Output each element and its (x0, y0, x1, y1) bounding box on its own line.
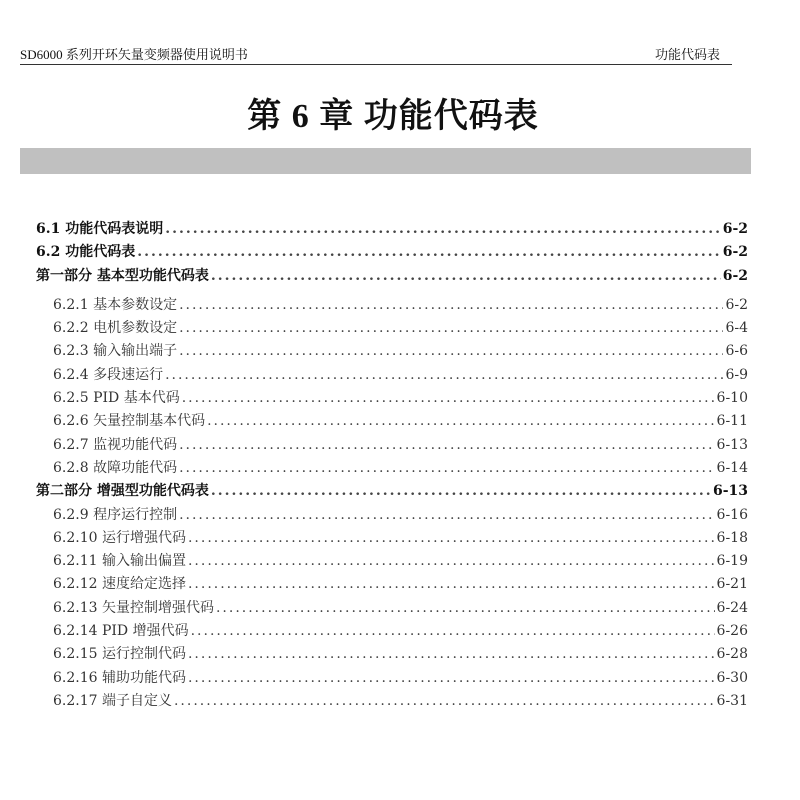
toc-page: 6-13 (712, 483, 748, 500)
dot-leader (188, 646, 715, 662)
table-of-contents (36, 218, 748, 713)
toc-page: 6-26 (716, 623, 748, 640)
toc-entry[interactable] (36, 504, 748, 527)
toc-page: 6-2 (725, 296, 748, 313)
toc-label: 6.2.13 矢量控制增强代码 (53, 599, 214, 616)
toc-entry[interactable] (36, 643, 748, 666)
toc-label: 6.2 功能代码表 (36, 244, 136, 261)
chapter-title: 第 6 章 功能代码表 (247, 98, 539, 135)
toc-entry[interactable] (36, 597, 748, 620)
toc-entry[interactable] (36, 480, 748, 503)
toc-page: 6-6 (725, 343, 748, 360)
toc-entry[interactable] (36, 550, 748, 573)
toc-label: 6.2.9 程序运行控制 (53, 506, 178, 523)
toc-entry[interactable] (36, 294, 748, 317)
toc-entry[interactable] (36, 457, 748, 480)
toc-page: 6-19 (716, 553, 748, 570)
toc-label: 6.2.14 PID 增强代码 (53, 623, 189, 640)
toc-label: 6.2.11 输入输出偏置 (53, 553, 186, 570)
dot-leader (188, 530, 715, 546)
dot-leader (182, 390, 715, 406)
dot-leader (179, 460, 714, 476)
toc-page: 6-14 (716, 459, 748, 476)
toc-entry[interactable] (36, 241, 748, 264)
dot-leader (191, 623, 715, 639)
toc-entry[interactable] (36, 690, 748, 713)
title-band (20, 148, 751, 174)
toc-label: 6.2.15 运行控制代码 (53, 646, 186, 663)
toc-entry[interactable] (36, 265, 748, 288)
dot-leader (207, 413, 714, 429)
dot-leader (211, 483, 711, 499)
dot-leader (188, 670, 715, 686)
dot-leader (188, 576, 715, 592)
toc-label: 6.2.12 速度给定选择 (53, 576, 186, 593)
dot-leader (179, 437, 714, 453)
toc-label: 6.2.16 辅助功能代码 (53, 669, 186, 686)
manual-title: SD6000 系列开环矢量变频器使用说明书 (20, 47, 248, 62)
toc-label: 6.2.3 输入输出端子 (53, 343, 178, 360)
toc-entry[interactable] (36, 340, 748, 363)
dot-leader (179, 297, 723, 313)
dot-leader (211, 268, 721, 284)
toc-label: 第二部分 增强型功能代码表 (36, 483, 209, 500)
toc-label: 6.2.17 端子自定义 (53, 692, 172, 709)
toc-page: 6-10 (716, 390, 748, 407)
toc-label: 6.2.4 多段速运行 (53, 366, 164, 383)
toc-page: 6-13 (716, 436, 748, 453)
toc-label: 6.2.2 电机参数设定 (53, 320, 178, 337)
toc-page: 6-30 (716, 669, 748, 686)
toc-label: 6.2.8 故障功能代码 (53, 459, 178, 476)
toc-page: 6-4 (725, 320, 748, 337)
toc-page: 6-24 (716, 599, 748, 616)
dot-leader (174, 693, 715, 709)
toc-page: 6-21 (716, 576, 748, 593)
toc-label: 6.2.7 监视功能代码 (53, 436, 178, 453)
toc-page: 6-2 (722, 221, 748, 237)
dot-leader (179, 320, 723, 336)
toc-entry[interactable] (36, 387, 748, 410)
toc-entry[interactable] (36, 667, 748, 690)
toc-page: 6-2 (722, 267, 748, 284)
toc-page: 6-11 (716, 413, 748, 430)
section-title: 功能代码表 (654, 47, 720, 62)
dot-leader (179, 343, 723, 359)
toc-label: 6.2.10 运行增强代码 (53, 529, 186, 546)
toc-entry[interactable] (36, 434, 748, 457)
toc-label: 6.2.5 PID 基本代码 (53, 390, 180, 407)
toc-entry[interactable] (36, 410, 748, 433)
toc-page: 6-28 (716, 646, 748, 663)
toc-page: 6-9 (725, 366, 748, 383)
toc-entry[interactable] (36, 620, 748, 643)
toc-label: 6.2.1 基本参数设定 (53, 296, 178, 313)
toc-label: 第一部分 基本型功能代码表 (36, 267, 209, 284)
toc-label: 6.1 功能代码表说明 (36, 221, 164, 237)
toc-entry[interactable] (36, 364, 748, 387)
dot-leader (165, 221, 720, 237)
toc-entry[interactable] (36, 218, 748, 241)
page-header (20, 40, 732, 65)
dot-leader (137, 244, 720, 260)
dot-leader (216, 600, 715, 616)
toc-page: 6-16 (716, 506, 748, 523)
toc-entry[interactable] (36, 573, 748, 596)
toc-page: 6-2 (722, 244, 748, 261)
toc-page: 6-31 (716, 692, 748, 709)
dot-leader (188, 553, 715, 569)
dot-leader (179, 507, 714, 523)
toc-page: 6-18 (716, 529, 748, 546)
toc-entry[interactable] (36, 527, 748, 550)
toc-entry[interactable] (36, 317, 748, 340)
dot-leader (165, 367, 723, 383)
toc-label: 6.2.6 矢量控制基本代码 (53, 413, 206, 430)
